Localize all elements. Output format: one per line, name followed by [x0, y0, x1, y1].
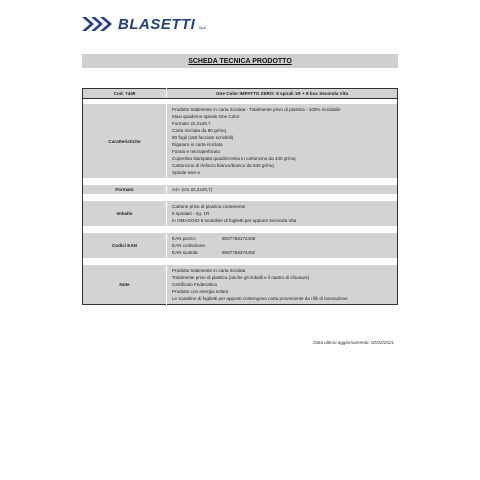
ean-row — [83, 233, 398, 258]
list-item: Maxi quaderno spirale One Color — [172, 114, 240, 119]
list-item: Prodotto totalmente in carta riciclata - Totalmente privo di plastica - 100% riciclabile — [172, 107, 341, 112]
imballo-value — [167, 201, 398, 226]
list-item: Certificato Federottica — [172, 282, 217, 287]
note-row — [83, 265, 398, 305]
list-item: 80 fogli (160 facciate scrivibili) — [172, 135, 234, 140]
note-label: Note — [83, 265, 167, 305]
list-item: Carta riciclata da 80 gr/mq — [172, 128, 226, 133]
brand-chevrons-icon — [82, 17, 116, 31]
list-item: Totalmente privo di plastica (anche gli imballi e il nastro di chiusura) — [172, 275, 310, 280]
note-value — [167, 265, 398, 305]
list-item: Le scatoline di foglietti per appunti contengono carta proveniente da rifili di lavorazione — [172, 296, 348, 301]
caratteristiche-label: Caratteristiche — [83, 104, 167, 178]
document-title: SCHEDA TECNICA PRODOTTO — [82, 54, 398, 68]
list-item: Prodotto con energia solare — [172, 289, 229, 294]
list-item: Formato 22,2x29,7 — [172, 121, 211, 126]
table-header-row — [83, 89, 398, 99]
formato-label: Formato — [83, 185, 167, 194]
formato-row — [83, 185, 398, 194]
brand-logo — [82, 14, 206, 34]
imballo-label: Imballo — [83, 201, 167, 226]
list-item: Spirale wire-o — [172, 170, 201, 175]
ean-confezione: EAN confezione: — [172, 243, 207, 248]
brand-name: BLASETTI — [118, 15, 196, 33]
last-update: Data ultimo aggiornamento: 02/02/2021 — [313, 340, 394, 345]
list-item: Forato e microperforato — [172, 149, 220, 154]
list-item: In OMAGGIO 8 scatoline di foglietti per appunti Seconda Vita — [172, 218, 297, 223]
caratteristiche-value — [167, 104, 398, 178]
product-name: One Color IMPATTO ZERO: 8 spirali 1R + 8 box Seconda Vita — [167, 89, 398, 99]
list-item: Rigaturo in carta riciclata — [172, 142, 223, 147]
ean-scatola: EAN scatola: 8007758374492 — [172, 250, 256, 255]
spec-table — [82, 88, 398, 305]
ean-label: Codici EAN — [83, 233, 167, 258]
brand-suffix: SpA — [198, 24, 206, 30]
list-item: Cartoncino di rinforzo bianco/bianco da 840 gr/mq — [172, 163, 274, 168]
list-item: Copertina stampata quadricromia in cartoncino da 340 gr/mq — [172, 156, 296, 161]
ean-pezzo: EAN pezzo: 8007758174408 — [172, 236, 256, 241]
list-item: 8 spiralati - rig. 1R — [172, 211, 210, 216]
ean-value — [167, 233, 398, 258]
list-item: Cartone privo di plastica contenente — [172, 204, 246, 209]
list-item: Prodotto totalmente in carta riciclata — [172, 268, 246, 273]
formato-value: A4+ (cm 22,2x29,7) — [167, 185, 398, 194]
imballo-row — [83, 201, 398, 226]
caratteristiche-row — [83, 104, 398, 178]
product-code: Cod. 7449 — [83, 89, 167, 99]
